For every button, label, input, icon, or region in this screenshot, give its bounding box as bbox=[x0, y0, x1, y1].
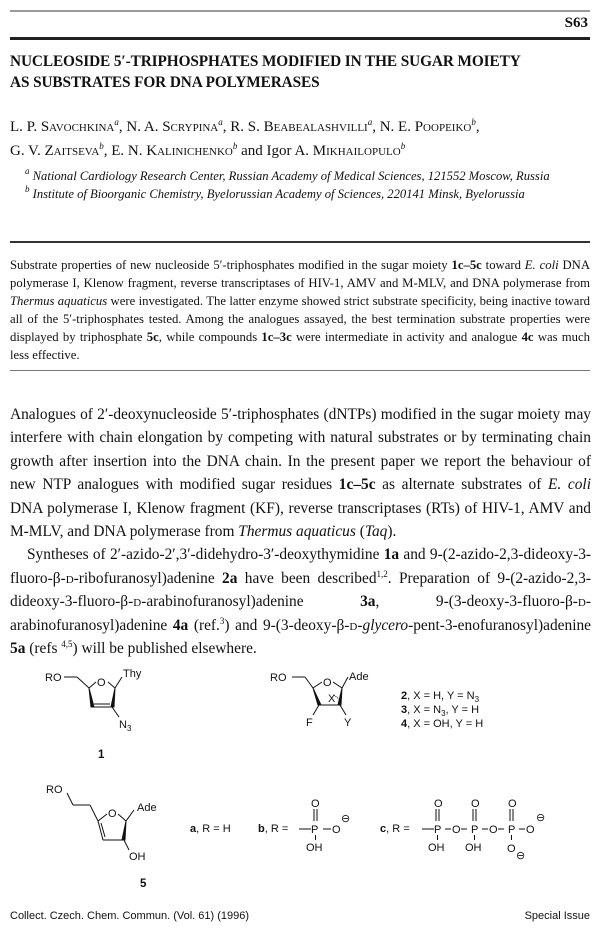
author: N. E. Poopeiko$^b$ bbox=[379, 117, 476, 135]
oxide-label: O bbox=[507, 843, 516, 855]
hydroxyl-label: OH bbox=[465, 842, 482, 854]
affiliations bbox=[25, 167, 595, 203]
oxygen-label: O bbox=[332, 824, 341, 836]
variant-3: 3, $X = N_3$, Y = H bbox=[401, 704, 480, 718]
ring-oxygen-label: O bbox=[323, 677, 332, 689]
negative-charge-icon: ⊖ bbox=[536, 812, 546, 824]
r-group-a: a, R = H bbox=[190, 823, 231, 835]
oxo-label: O bbox=[434, 798, 443, 810]
body-text bbox=[10, 403, 591, 660]
author: R. S. Beabealashvilli$^a$ bbox=[230, 117, 373, 135]
r-group-b-label: b, R = bbox=[258, 823, 289, 835]
ring-oxygen-label: O bbox=[108, 808, 117, 820]
compound-1-label: 1 bbox=[98, 749, 105, 761]
header-rule-thick bbox=[10, 37, 590, 40]
bridge-oxygen-label: O bbox=[452, 824, 461, 836]
negative-charge-icon: ⊖ bbox=[341, 813, 351, 825]
affiliation-a: $^a$ National Cardiology Research Center, Russian Academy of Medical Sciences, 121552 Moscow, Russia bbox=[25, 166, 550, 183]
page-footer bbox=[10, 910, 590, 922]
adenine-label: Ade bbox=[349, 671, 369, 683]
author: N. A. Scrypina$^a$ bbox=[126, 117, 223, 135]
oxo-label: O bbox=[508, 798, 517, 810]
header-rule-thin bbox=[10, 10, 590, 12]
paragraph-1: Analogues of 2′-deoxynucleoside 5′-triphosphates (dNTPs) modified in the sugar moiety may interfere with chain elongation by competing with natural substrates or by terminating chain growth after insertion into the DNA chain. In the present paper we report the behaviour of new NTP analogues with modified sugar residues 1c–5c as alternate substrates of E. coli DNA polymerase I, Klenow fragment (KF), reverse transcriptases (RTs) of HIV-1, AMV and M-MLV, and DNA polymerase from Thermus aquaticus (Taq). bbox=[10, 406, 591, 541]
abstract: Substrate properties of new nucleoside 5′-triphosphates modified in the sugar moiety 1c–5c toward E. coli DNA polymerase I, Klenow fragment, reverse transcriptases of HIV-1, AMV and M-MLV, and DNA polymerase from Thermus aquaticus were investigated. The latter enzyme showed strict substrate specificity, being inactive toward all of the 5′-triphosphates tested. Among the analogues assayed, the best termination substrate properties were displayed by triphosphate 5c, while compounds 1c–3c were intermediate in activity and analogue 4c was much less effective. bbox=[10, 258, 591, 363]
ro-label: RO bbox=[270, 672, 287, 684]
author: Igor A. Mikhailopulo$^b$ bbox=[266, 141, 406, 159]
adenine-label: Ade bbox=[137, 802, 157, 814]
author-list: L. P. Savochkina$^a$, N. A. Scrypina$^a$, R. S. Beabealashvilli$^a$, N. E. Poopeiko$^b$, G. V. Zaitseva$^b$, E. N. Kalinichenko$^b$ and Igor A. Mikhailopulo$^b$ bbox=[10, 117, 480, 159]
compound-5-label: 5 bbox=[140, 878, 147, 890]
compound-5-structure bbox=[67, 793, 134, 850]
title-line-2: AS SUBSTRATES FOR DNA POLYMERASES bbox=[10, 74, 320, 91]
ro-label: RO bbox=[46, 784, 63, 796]
compound-1-structure bbox=[64, 677, 122, 717]
bridge-oxygen-label: O bbox=[489, 824, 498, 836]
hydroxyl-label: OH bbox=[129, 851, 146, 863]
phosphorus-label: P bbox=[471, 824, 479, 836]
article-title bbox=[10, 51, 590, 93]
compound-2-4-structure bbox=[292, 677, 348, 715]
fluoro-label: F bbox=[306, 717, 313, 729]
journal-citation: Collect. Czech. Chem. Commun. (Vol. 61) (1996) bbox=[10, 910, 250, 922]
title-line-1: NUCLEOSIDE 5′-TRIPHOSPHATES MODIFIED IN THE SUGAR MOIETY bbox=[10, 53, 521, 70]
r-group-c-label: c, R = bbox=[380, 823, 410, 835]
author: L. P. Savochkina$^a$ bbox=[10, 117, 119, 135]
oxo-label: O bbox=[471, 798, 480, 810]
variant-4: 4, X = OH, Y = H bbox=[401, 718, 484, 730]
affiliation-b: $^b$ Institute of Bioorganic Chemistry, Byelorussian Academy of Sciences, 220141 Minsk, Byelorussia bbox=[25, 184, 525, 201]
author: G. V. Zaitseva$^b$ bbox=[10, 141, 104, 159]
issue-label: Special Issue bbox=[524, 910, 590, 922]
negative-charge-icon: ⊖ bbox=[516, 850, 526, 862]
azido-label: $N_3$ bbox=[119, 719, 132, 733]
page-number: S63 bbox=[564, 15, 588, 31]
oxo-label: O bbox=[311, 798, 320, 810]
abstract-rule-top bbox=[10, 241, 590, 243]
ro-label: RO bbox=[45, 672, 62, 684]
thymine-label: Thy bbox=[123, 668, 142, 680]
abstract-rule-bottom bbox=[10, 370, 590, 371]
ring-oxygen-label: O bbox=[97, 677, 106, 689]
x-substituent-label: X bbox=[328, 693, 336, 705]
hydroxyl-label: OH bbox=[306, 842, 323, 854]
variant-2: 2, X = H, $Y = N_3$ bbox=[401, 690, 480, 704]
chemical-structures-figure bbox=[0, 655, 600, 895]
y-substituent-label: Y bbox=[344, 717, 352, 729]
terminal-oxygen-label: O bbox=[526, 824, 535, 836]
phosphorus-label: P bbox=[508, 824, 516, 836]
phosphorus-label: P bbox=[434, 824, 442, 836]
hydroxyl-label: OH bbox=[428, 842, 445, 854]
paragraph-2: Syntheses of 2′-azido-2′,3′-didehydro-3′-deoxythymidine 1a and 9-(2-azido-2,3-dideoxy-3-fluoro-β-d-ribofuranosyl)adenine 2a have been described$^{1,2}$. Preparation of 9-(2-azido-2,3-dideoxy-3-fluoro-β-d-arabinofuranosyl)adenine 3a, 9-(3-deoxy-3-fluoro-β-d-arabinofuranosyl)adenine 4a (ref.$^3$) and 9-(3-deoxy-β-d-glycero-pent-3-enofuranosyl)adenine 5a (refs $^{4,5}$) will be published elsewhere. bbox=[10, 546, 592, 658]
author: E. N. Kalinichenko$^b$ bbox=[111, 141, 238, 159]
phosphorus-label: P bbox=[311, 824, 319, 836]
